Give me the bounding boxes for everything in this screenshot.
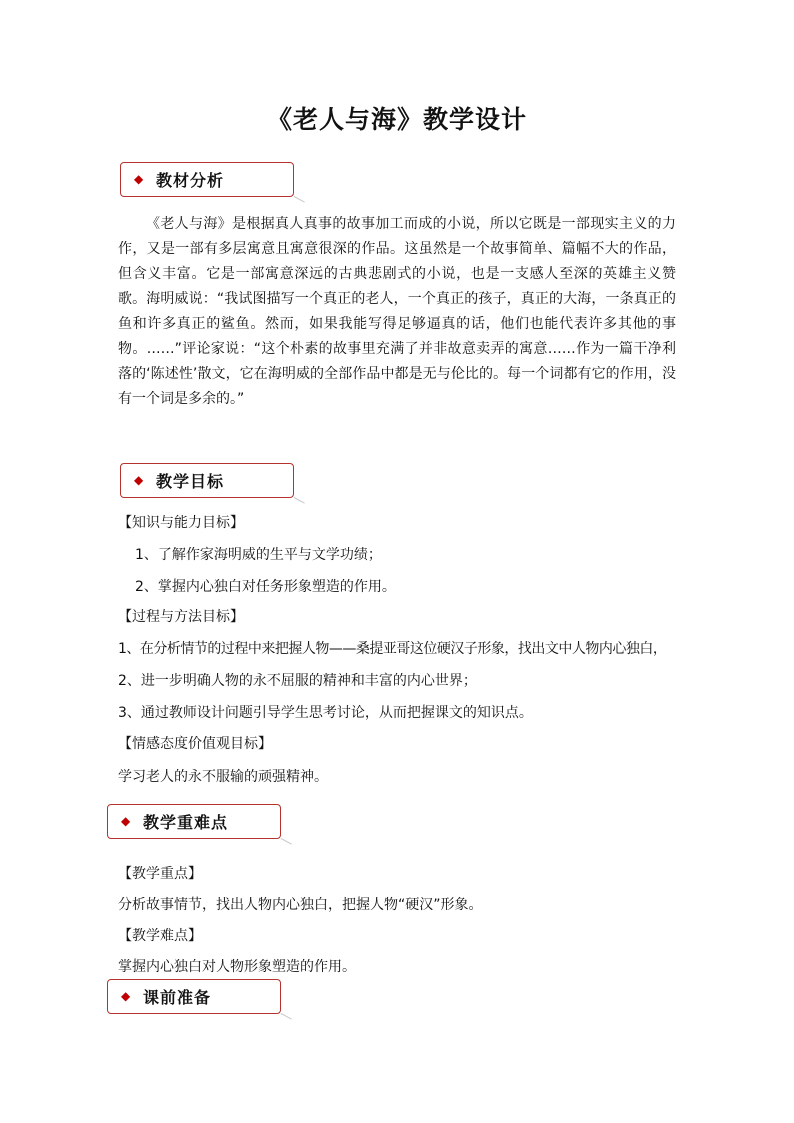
process-heading: 【过程与方法目标】 [118,609,244,625]
section-header-pre-class-preparation [107,979,281,1014]
knowledge-item: 2、掌握内心独白对任务形象塑造的作用。 [135,579,396,595]
section-header-teaching-objectives [120,463,294,498]
process-item: 1、在分析情节的过程中来把握人物——桑提亚哥这位硬汉子形象，找出文中人物内心独白， [118,641,667,657]
section-label: 课前准备 [143,988,212,1007]
difficulty-heading: 【教学难点】 [118,928,202,944]
diamond-icon: ◆ [134,473,144,487]
section-shadow-line [281,838,292,845]
section-label: 教学目标 [156,472,225,491]
emotion-text: 学习老人的永不服输的顽强精神。 [118,769,328,785]
diamond-icon: ◆ [134,172,144,186]
diamond-icon: ◆ [121,989,131,1003]
section-header-textbook-analysis [120,162,294,197]
knowledge-item: 1、了解作家海明威的生平与文学功绩； [135,547,382,563]
difficulty-text: 掌握内心独白对人物形象塑造的作用。 [118,959,356,975]
process-item: 3、通过教师设计问题引导学生思考讨论，从而把握课文的知识点。 [118,705,533,721]
focus-text: 分析故事情节，找出人物内心独白，把握人物“硬汉”形象。 [118,897,483,913]
process-item: 2、进一步明确人物的永不屈服的精神和丰富的内心世界； [118,673,477,689]
focus-heading: 【教学重点】 [118,866,202,882]
section-header-key-difficult-points [107,804,281,839]
section-shadow-line [294,497,305,504]
emotion-heading: 【情感态度价值观目标】 [118,736,272,752]
diamond-icon: ◆ [121,814,131,828]
section-shadow-line [294,196,305,203]
section-label: 教材分析 [156,171,225,190]
section-label: 教学重难点 [143,813,229,832]
document-title: 《老人与海》教学设计 [266,105,527,134]
analysis-paragraph: 《老人与海》是根据真人真事的故事加工而成的小说，所以它既是一部现实主义的力作，又是一部有多层寓意且寓意很深的作品。这虽然是一个故事简单、篇幅不大的作品，但含义丰富。它是一部寓意深远的古典悲剧式的小说，也是一支感人至深的英雄主义赞歌。海明威说：“我试图描写一个真正的老人，一个真正的孩子，真正的大海，一条真正的鱼和许多真正的鲨鱼。然而，如果我能写得足够逼真的话，他们也能代表许多其他的事物。……”评论家说：“这个朴素的故事里充满了并非故意卖弄的寓意……作为一篇干净利落的‘陈述性’散文，它在海明威的全部作品中都是无与伦比的。每一个词都有它的作用，没有一个词是多余的。” [118,216,676,407]
section-shadow-line [281,1013,292,1020]
knowledge-heading: 【知识与能力目标】 [118,515,244,531]
